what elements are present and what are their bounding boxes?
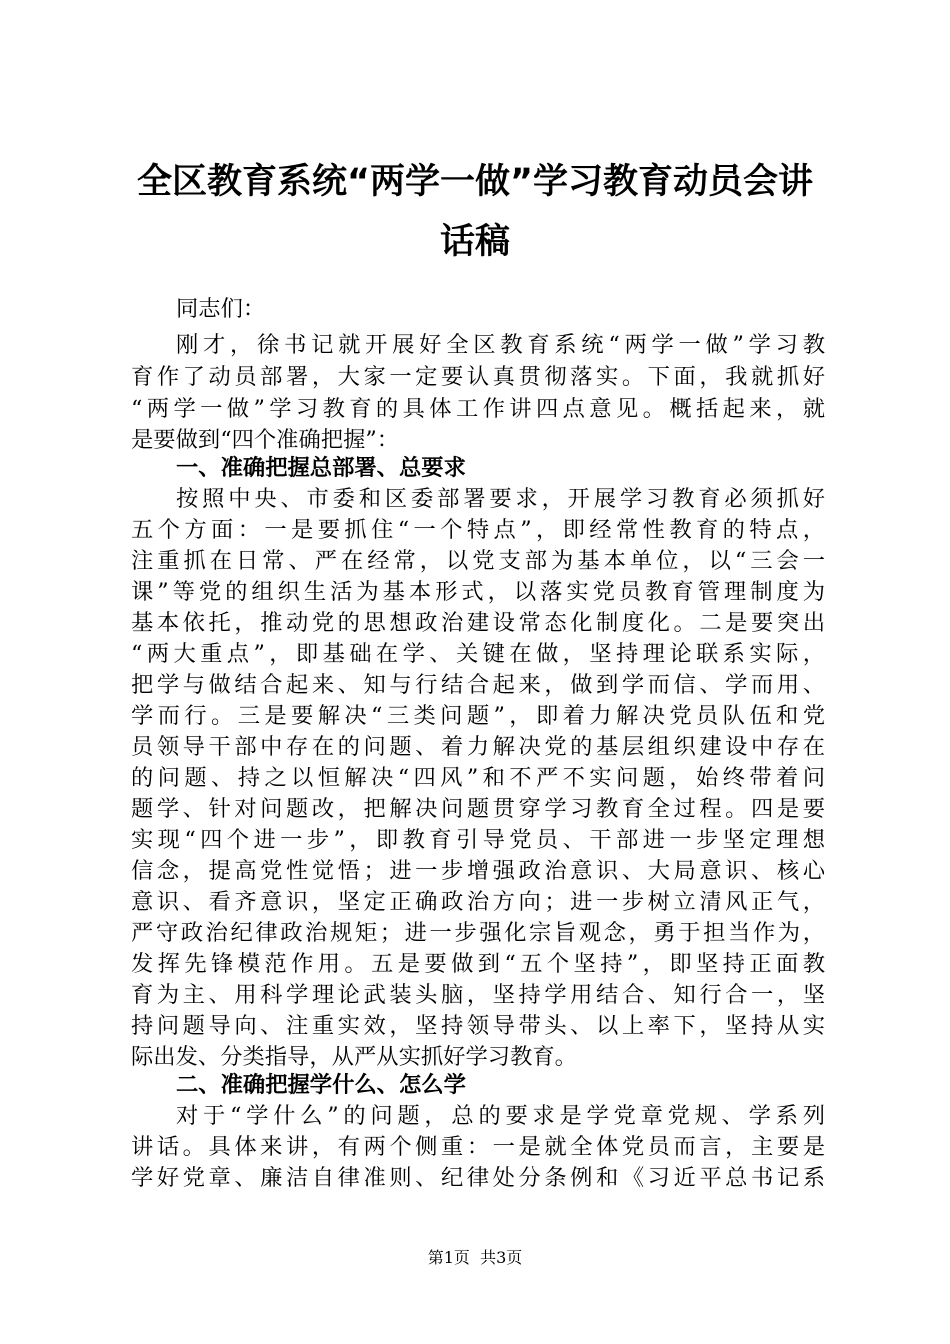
body-line: 发挥先锋模范作用。五是要做到“五个坚持”，即坚持正面教: [131, 951, 825, 977]
body-line: 严守政治纪律政治规矩；进一步强化宗旨观念，勇于担当作为，: [131, 920, 825, 946]
section-heading-2: 二、准确把握学什么、怎么学: [176, 1072, 466, 1098]
body-line: “两大重点”，即基础在学、关键在做，坚持理论联系实际，: [131, 641, 825, 667]
body-line: 是要做到“四个准确把握”：: [131, 427, 400, 453]
body-line: 育为主、用科学理论武装头脑，坚持学用结合、知行合一，坚: [131, 982, 825, 1008]
body-line: 持问题导向、注重实效，坚持领导带头、以上率下，坚持从实: [131, 1013, 825, 1039]
body-line: 实现“四个进一步”，即教育引导党员、干部进一步坚定理想: [131, 827, 825, 853]
body-line: 学好党章、廉洁自律准则、纪律处分条例和《习近平总书记系: [131, 1165, 825, 1191]
body-line: 际出发、分类指导，从严从实抓好学习教育。: [131, 1044, 577, 1070]
body-line: 的问题、持之以恒解决“四风”和不严不实问题，始终带着问: [131, 765, 825, 791]
body-line: 把学与做结合起来、知与行结合起来，做到学而信、学而用、: [131, 672, 825, 698]
body-line: 对于“学什么”的问题，总的要求是学党章党规、学系列: [176, 1103, 825, 1129]
body-line: 按照中央、市委和区委部署要求，开展学习教育必须抓好: [176, 486, 825, 512]
salutation: 同志们：: [176, 296, 266, 322]
body-line: 五个方面：一是要抓住“一个特点”，即经常性教育的特点，: [131, 517, 825, 543]
body-line: 注重抓在日常、严在经常，以党支部为基本单位，以“三会一: [131, 548, 825, 574]
body-line: 讲话。具体来讲，有两个侧重：一是就全体党员而言，主要是: [131, 1134, 825, 1160]
body-line: 信念，提高党性觉悟；进一步增强政治意识、大局意识、核心: [131, 858, 825, 884]
document-title-line-2: 话稿: [439, 222, 510, 262]
page-footer: 第1页 共3页: [427, 1248, 523, 1267]
body-line: 意识、看齐意识，坚定正确政治方向；进一步树立清风正气，: [131, 889, 825, 915]
body-line: 育作了动员部署，大家一定要认真贯彻落实。下面，我就抓好: [131, 364, 825, 390]
body-line: 学而行。三是要解决“三类问题”，即着力解决党员队伍和党: [131, 703, 825, 729]
section-heading-1: 一、准确把握总部署、总要求: [176, 455, 466, 481]
body-line: 刚才，徐书记就开展好全区教育系统“两学一做”学习教: [176, 332, 825, 358]
body-line: 基本依托，推动党的思想政治建设常态化制度化。二是要突出: [131, 610, 825, 636]
document-title-line-1: 全区教育系统“两学一做”学习教育动员会讲: [136, 162, 813, 202]
body-line: “两学一做”学习教育的具体工作讲四点意见。概括起来，就: [131, 396, 825, 422]
body-line: 课”等党的组织生活为基本形式，以落实党员教育管理制度为: [131, 579, 825, 605]
body-line: 员领导干部中存在的问题、着力解决党的基层组织建设中存在: [131, 734, 825, 760]
body-line: 题学、针对问题改，把解决问题贯穿学习教育全过程。四是要: [131, 796, 825, 822]
